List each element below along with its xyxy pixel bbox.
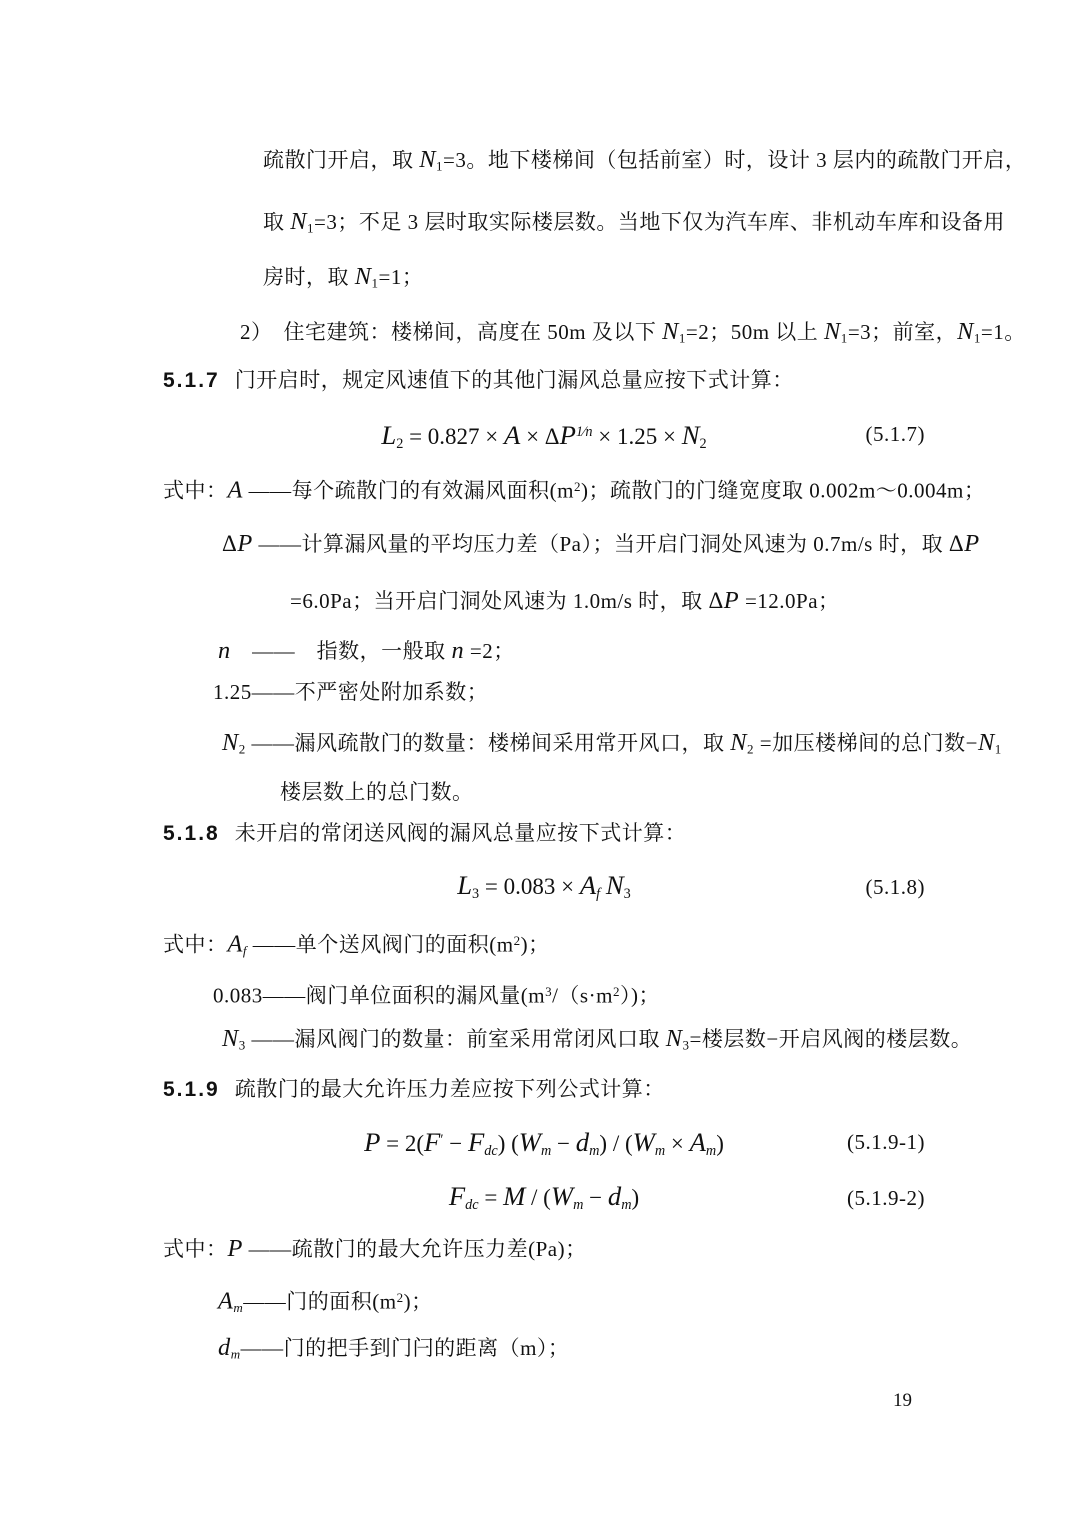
subscript: m [654, 1143, 666, 1160]
text-segment: ——疏散门的最大允许压力差(Pa)； [242, 1237, 587, 1261]
text-segment: =3；不足 3 层时取实际楼层数。当地下仅为汽车库、非机动车库和设备用 [314, 210, 1005, 234]
math-variable: N [824, 318, 841, 345]
math-variable: d [218, 1334, 231, 1361]
text-segment: / ( [525, 1185, 551, 1210]
math-variable: W [518, 1127, 541, 1158]
text-segment: = [478, 1185, 504, 1210]
math-variable: A [689, 1127, 706, 1158]
math-variable: N [681, 419, 700, 450]
text-segment: =12.0Pa； [739, 589, 840, 613]
math-variable: P [559, 419, 576, 450]
text-segment: ) ( [497, 1131, 519, 1157]
variable-definition [290, 585, 840, 616]
subscript: m [705, 1143, 717, 1160]
text-segment: =3。地下楼梯间（包括前室）时，设计 3 层内的疏散门开启， [443, 148, 1027, 172]
text-segment: ——门的面积(m [243, 1289, 397, 1314]
text-segment: ——计算漏风量的平均压力差（Pa）；当开启门洞处风速为 0.7m/s 时，取 [252, 532, 949, 556]
text-segment: × Δ [520, 423, 560, 449]
subscript: dc [484, 1143, 498, 1160]
text-segment: =1。 [980, 320, 1026, 344]
text-segment: =2； [464, 639, 515, 663]
math-variable: N [290, 208, 307, 235]
subscript: f [242, 943, 248, 959]
math-variable: F [424, 1127, 441, 1158]
math-variable: P [964, 530, 980, 557]
math-variable: W [632, 1127, 655, 1158]
subscript: m [230, 1346, 241, 1362]
text-segment: × [665, 1131, 690, 1157]
subscript: 2 [396, 435, 404, 452]
text-segment: = 0.083 × [479, 874, 580, 899]
variable-definition [222, 528, 980, 559]
text-segment: 房时，取 [263, 265, 355, 289]
math-variable: N [605, 870, 624, 900]
text-segment: =6.0Pa；当开启门洞处风速为 1.0m/s 时，取 [290, 589, 709, 613]
math-variable: N [419, 146, 436, 173]
variable-definition [280, 777, 474, 807]
text-segment: 楼层数上的总门数。 [280, 780, 474, 804]
subscript: 2 [699, 435, 707, 452]
variable-definition [222, 728, 1002, 765]
math-variable: d [607, 1181, 622, 1211]
text-segment: )； [403, 1289, 433, 1314]
text-segment: 疏散门的最大允许压力差应按下列公式计算： [234, 1077, 665, 1101]
text-segment: ——漏风疏散门的数量：楼梯间采用常开风口，取 [245, 731, 731, 755]
math-variable: N [957, 318, 974, 345]
text-segment: ) [716, 1131, 724, 1157]
variable-definition [222, 1024, 972, 1061]
math-variable: M [503, 1181, 526, 1211]
subscript: m [540, 1143, 552, 1160]
math-variable: N [354, 263, 372, 290]
equation-body [364, 1127, 724, 1160]
equation [163, 415, 925, 461]
text-segment: − [583, 1185, 608, 1210]
section-heading [163, 1074, 665, 1105]
subscript: 3 [238, 1037, 246, 1053]
text-segment: 0.083——阀门单位面积的漏风量(m [213, 983, 546, 1008]
section-heading [163, 818, 686, 849]
paragraph-line [263, 262, 423, 299]
math-variable: N [222, 729, 239, 756]
subscript: 3 [623, 885, 631, 902]
math-variable: N [222, 1025, 239, 1052]
math-variable: L [457, 870, 473, 900]
subscript: 1 [840, 330, 848, 346]
math-variable: A [579, 870, 597, 900]
superscript: 3 [545, 984, 553, 999]
math-variable: P [723, 587, 740, 614]
math-variable: W [550, 1181, 574, 1211]
math-variable: N [662, 318, 679, 345]
subscript: f [596, 885, 601, 902]
text-segment: 门开启时，规定风速值下的其他门漏风总量应按下式计算： [234, 368, 794, 392]
text-segment: 疏散门开启，取 [263, 148, 420, 172]
text-segment: =楼层数−开启风阀的楼层数。 [689, 1027, 973, 1051]
text-segment: =3；前室， [847, 320, 958, 344]
math-variable: L [381, 419, 397, 450]
text-segment: × 1.25 × [592, 423, 682, 449]
text-segment: = 2( [380, 1131, 425, 1157]
page-number: 19 [893, 1390, 912, 1411]
subscript: m [233, 1300, 244, 1316]
math-variable: N [977, 729, 995, 756]
equation [163, 1123, 925, 1168]
math-variable: A [218, 1287, 234, 1315]
superscript: 2 [573, 479, 581, 494]
text-segment: =加压楼梯间的总门数− [754, 731, 978, 755]
superscript: ′ [440, 1132, 444, 1148]
equation [163, 868, 925, 911]
variable-definition [213, 677, 488, 707]
text-segment: 式中： [163, 1237, 228, 1261]
superscript: 2 [513, 933, 521, 948]
math-variable: A [227, 476, 243, 504]
equation-body [457, 870, 631, 902]
superscript-fraction: 1⁄n [575, 424, 593, 440]
math-variable: n [451, 637, 465, 664]
variable-definition [218, 1333, 569, 1370]
subscript: m [573, 1196, 584, 1213]
paragraph-line [263, 145, 1026, 182]
math-variable: N [730, 729, 748, 756]
paragraph-line [263, 207, 1005, 244]
text-segment: 取 [263, 210, 291, 234]
text-segment: /（s·m [552, 983, 613, 1008]
text-segment: ) / ( [599, 1131, 633, 1157]
math-variable: F [448, 1181, 466, 1211]
text-segment: = 0.827 × [403, 423, 505, 449]
equation-number: (5.1.8) [865, 875, 925, 899]
text-segment: =2；50m 以上 [685, 320, 825, 344]
text-segment: 式中： [163, 478, 228, 503]
section-heading [163, 365, 794, 396]
section-number: 5.1.7 [163, 369, 220, 392]
text-segment: ) [631, 1185, 640, 1210]
variable-definition [213, 977, 660, 1011]
math-symbol: Δ [948, 530, 965, 556]
math-variable: N [665, 1025, 683, 1052]
subscript: 2 [238, 741, 246, 757]
text-segment: ——漏风阀门的数量：前室采用常闭风口取 [245, 1027, 666, 1051]
text-segment: 未开启的常闭送风阀的漏风总量应按下式计算： [234, 821, 687, 845]
variable-definition [163, 472, 985, 506]
subscript: 3 [472, 885, 480, 902]
superscript: 2 [396, 1290, 404, 1305]
text-segment: =1； [378, 265, 424, 289]
text-segment: )； [520, 932, 550, 957]
equation-number: (5.1.7) [865, 422, 925, 446]
subscript: 1 [307, 220, 315, 236]
text-segment: )；疏散门的门缝宽度取 0.002m～0.004m； [580, 478, 986, 503]
math-variable: A [504, 419, 521, 450]
equation-body [448, 1181, 640, 1213]
equation-body [381, 419, 707, 452]
text-segment: ——门的把手到门闩的距离（m）； [240, 1336, 570, 1360]
variable-definition [163, 926, 550, 966]
text-segment: ）)； [619, 983, 660, 1008]
math-variable: d [575, 1127, 590, 1158]
subscript: m [589, 1143, 600, 1160]
math-symbol: Δ [222, 530, 238, 556]
section-number: 5.1.9 [163, 1078, 220, 1101]
subscript: 2 [747, 741, 755, 757]
variable-definition [163, 1234, 587, 1264]
text-segment: —— 指数，一般取 [230, 639, 452, 663]
subscript: 1 [973, 330, 981, 346]
math-variable: A [227, 930, 243, 958]
math-variable: P [237, 530, 253, 557]
math-variable: P [227, 1235, 243, 1262]
subscript: 1 [994, 741, 1002, 757]
list-item [240, 317, 1026, 354]
subscript: 1 [436, 158, 444, 174]
text-segment: ——每个疏散门的有效漏风面积(m [242, 478, 574, 503]
text-segment: − [551, 1131, 576, 1157]
text-segment: − [443, 1131, 468, 1157]
math-symbol: Δ [708, 587, 724, 613]
text-segment: ——单个送风阀门的面积(m [247, 932, 514, 957]
equation-number: (5.1.9-1) [847, 1130, 925, 1154]
variable-definition [218, 1283, 433, 1323]
section-number: 5.1.8 [163, 822, 220, 845]
text-segment: 1.25——不严密处附加系数； [213, 680, 489, 704]
subscript: dc [465, 1196, 479, 1213]
text-segment: 式中： [163, 932, 228, 957]
subscript: 1 [678, 330, 686, 346]
math-variable: P [364, 1127, 381, 1158]
subscript: m [621, 1196, 632, 1213]
math-variable: F [467, 1127, 485, 1158]
variable-definition [218, 636, 515, 666]
equation [163, 1179, 925, 1222]
equation-number: (5.1.9-2) [847, 1186, 925, 1210]
subscript: 1 [371, 275, 379, 291]
subscript: 3 [682, 1037, 690, 1053]
text-segment: 2） 住宅建筑：楼梯间，高度在 50m 及以下 [240, 320, 663, 344]
math-variable: n [218, 637, 231, 664]
superscript: 2 [612, 984, 620, 999]
